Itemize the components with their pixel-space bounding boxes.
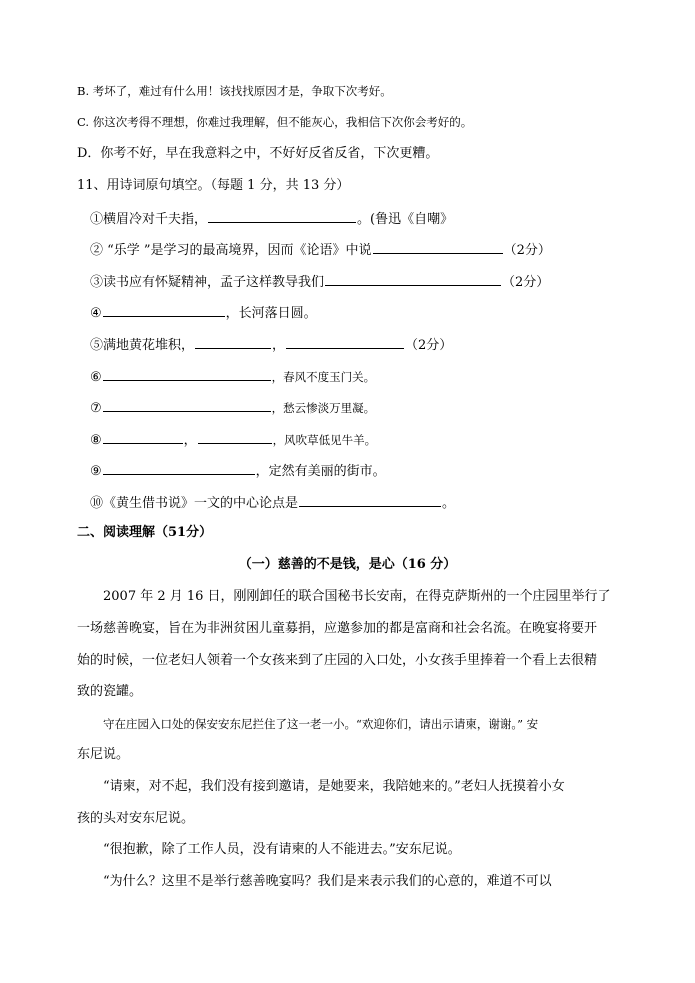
answer-blank[interactable] xyxy=(103,303,225,317)
passage-line: 一场慈善晚宴，旨在为非洲贫困儿童募捐，应邀参加的都是富商和社会名流。在晚宴将要开 xyxy=(77,621,598,636)
fill-item-1 xyxy=(90,209,453,229)
answer-blank[interactable] xyxy=(299,493,441,507)
passage-line: 东尼说。 xyxy=(77,747,130,762)
answer-blank[interactable] xyxy=(286,335,404,349)
fill-item-5-suffix: （2分） xyxy=(405,338,453,353)
passage-line: 致的瓷罐。 xyxy=(77,684,143,699)
answer-blank[interactable] xyxy=(208,209,356,223)
fill-item-6 xyxy=(90,367,375,387)
fill-item-9-prompt: ⑨ xyxy=(90,464,102,479)
fill-item-8-separator: ， xyxy=(183,433,197,448)
fill-item-6-prompt: ⑥ xyxy=(90,370,102,385)
fill-item-7-suffix: ，愁云惨淡万里凝。 xyxy=(271,401,376,415)
passage-line: “很抱歉，除了工作人员，没有请柬的人不能进去。”安东尼说。 xyxy=(103,842,461,857)
answer-blank[interactable] xyxy=(103,430,183,444)
answer-blank[interactable] xyxy=(103,367,271,381)
fill-item-5-prompt: ⑤满地黄花堆积， xyxy=(90,338,195,353)
fill-item-9 xyxy=(90,461,386,481)
fill-item-4-prompt: ④ xyxy=(90,306,102,321)
fill-item-5-separator: ， xyxy=(272,338,286,353)
option-c: C. 你这次考得不理想，你难过我理解，但不能灰心，我相信下次你会考好的。 xyxy=(77,115,473,129)
option-b: B. 考坏了，难过有什么用！该找找原因才是，争取下次考好。 xyxy=(77,84,392,98)
passage-title: （一）慈善的不是钱，是心（16 分） xyxy=(238,557,457,572)
fill-item-8-prompt: ⑧ xyxy=(90,433,102,448)
passage-line: “为什么？这里不是举行慈善晚宴吗？我们是来表示我们的心意的，难道不可以 xyxy=(103,874,552,889)
answer-blank[interactable] xyxy=(325,272,501,286)
fill-item-5 xyxy=(90,335,452,355)
fill-item-6-suffix: ，春风不度玉门关。 xyxy=(271,370,376,384)
fill-item-2 xyxy=(90,240,551,260)
fill-item-2-suffix: （2分） xyxy=(503,243,551,258)
fill-item-9-suffix: ，定然有美丽的街市。 xyxy=(255,464,386,479)
question-11-title: 11、用诗词原句填空。（每题 1 分，共 13 分） xyxy=(77,178,350,193)
fill-item-1-prompt: ①横眉冷对千夫指， xyxy=(90,212,208,227)
answer-blank[interactable] xyxy=(103,398,271,412)
fill-item-10-suffix: 。 xyxy=(442,496,456,511)
fill-item-3-suffix: （2分） xyxy=(502,275,550,290)
fill-item-4-suffix: ，长河落日圆。 xyxy=(225,306,317,321)
answer-blank[interactable] xyxy=(103,461,255,475)
fill-item-10 xyxy=(90,493,455,513)
fill-item-8-suffix: ，风吹草低见牛羊。 xyxy=(272,433,377,447)
fill-item-3 xyxy=(90,272,549,292)
fill-item-10-prompt: ⑩《黄生借书说》一文的中心论点是 xyxy=(90,496,299,511)
answer-blank[interactable] xyxy=(198,430,272,444)
passage-line: 2007 年 2 月 16 日，刚刚卸任的联合国秘书长安南，在得克萨斯州的一个庄园里举行了 xyxy=(103,589,611,604)
passage-line: 守在庄园入口处的保安安东尼拦住了这一老一小。“欢迎你们，请出示请柬，谢谢。” 安 xyxy=(103,717,539,731)
passage-line: “请柬，对不起，我们没有接到邀请，是她要来，我陪她来的。”老妇人抚摸着小女 xyxy=(103,779,565,794)
fill-item-7 xyxy=(90,398,375,418)
passage-line: 孩的头对安东尼说。 xyxy=(77,811,195,826)
fill-item-4 xyxy=(90,303,317,323)
fill-item-1-suffix: 。(鲁迅《自嘲》 xyxy=(357,212,454,227)
passage-line: 始的时候，一位老妇人领着一个女孩来到了庄园的入口处，小女孩手里捧着一个看上去很精 xyxy=(77,653,598,668)
answer-blank[interactable] xyxy=(195,335,271,349)
fill-item-7-prompt: ⑦ xyxy=(90,401,102,416)
option-d: D．你考不好，早在我意料之中，不好好反省反省，下次更糟。 xyxy=(77,146,439,161)
fill-item-3-prompt: ③读书应有怀疑精神，孟子这样教导我们 xyxy=(90,275,325,290)
fill-item-2-prompt: ② “乐学 ”是学习的最高境界，因而《论语》中说 xyxy=(90,243,372,258)
answer-blank[interactable] xyxy=(373,240,503,254)
fill-item-8 xyxy=(90,430,376,450)
section-heading: 二、阅读理解（51分） xyxy=(77,525,213,540)
